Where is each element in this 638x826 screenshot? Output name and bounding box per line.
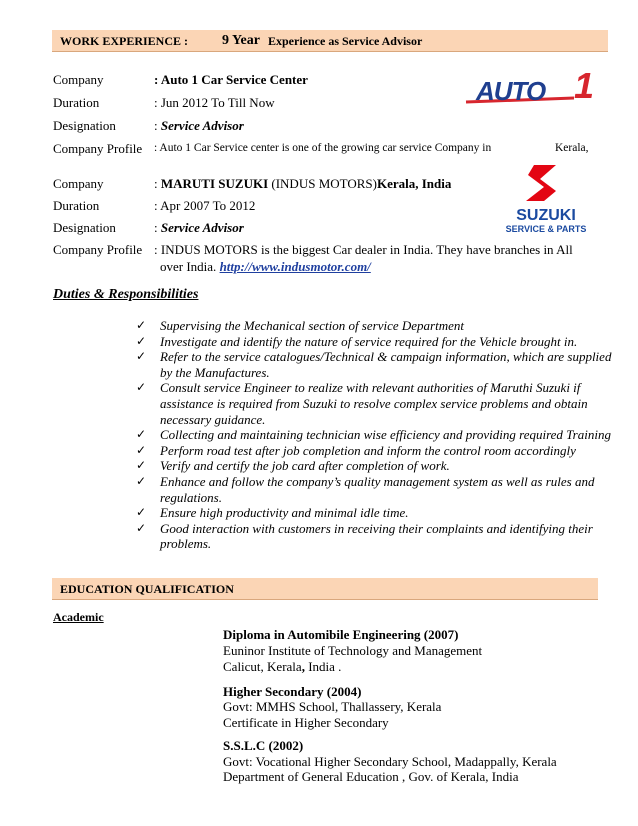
checkmark-icon: ✓ — [136, 333, 147, 348]
checkmark-icon: ✓ — [136, 380, 147, 395]
duty-item — [130, 318, 620, 334]
duty-item — [130, 349, 620, 380]
education-department: Department of General Education , Gov. of Kerala, India — [223, 769, 519, 784]
company-value-end: Kerala, India — [376, 176, 452, 191]
duration-label: Duration — [53, 198, 100, 213]
academic-label: Academic — [53, 610, 104, 624]
education-certificate: Certificate in Higher Secondary — [223, 715, 389, 730]
duty-item — [130, 443, 620, 459]
profile-label: Company Profile — [53, 242, 143, 257]
education-label: EDUCATION QUALIFICATION — [60, 582, 234, 596]
education-location — [223, 658, 341, 675]
company-label: Company — [53, 72, 104, 87]
duty-text: Collecting and maintaining technician wise efficiency and providing required Training — [160, 427, 611, 443]
company-label: Company — [53, 176, 104, 191]
experience-years: 9 Year — [222, 33, 260, 48]
designation-value: Service Advisor — [160, 118, 244, 133]
duties-list — [130, 318, 620, 552]
duty-text: Verify and certify the job card after completion of work. — [160, 458, 450, 474]
duty-text: Enhance and follow the company’s quality management system as well as rules and regulations. — [160, 473, 595, 505]
checkmark-icon: ✓ — [136, 473, 147, 488]
designation-label: Designation — [53, 220, 116, 235]
duration-value: : Jun 2012 To Till Now — [154, 95, 275, 110]
profile-line-2: over India. — [160, 259, 217, 274]
duration-value: : Apr 2007 To 2012 — [154, 198, 256, 213]
checkmark-icon: ✓ — [136, 505, 147, 520]
checkmark-icon: ✓ — [136, 349, 147, 364]
duty-item — [130, 380, 620, 427]
duty-text: Consult service Engineer to realize with relevant authorities of Maruthi Suzuki if assistance is required from Suzuki to resolve complex service problems and obtain necessary guidance. — [160, 380, 588, 427]
designation-value: Service Advisor — [160, 220, 244, 235]
company-value: : Auto 1 Car Service Center — [154, 72, 308, 87]
profile-value: : Auto 1 Car Service center is one of the growing car service Company in — [154, 142, 492, 154]
company-value-bold: MARUTI SUZUKI — [160, 176, 269, 191]
checkmark-icon: ✓ — [136, 427, 147, 442]
company-colon: : — [154, 176, 158, 191]
checkmark-icon: ✓ — [136, 442, 147, 457]
duration-label: Duration — [53, 95, 100, 110]
designation-colon: : — [154, 220, 158, 235]
duty-text: Investigate and identify the nature of service required for the Vehicle brought in. — [160, 333, 578, 349]
duty-text: Good interaction with customers in receiving their complaints and identifying their problems. — [160, 520, 593, 552]
suzuki-logo-subtext: SERVICE & PARTS — [505, 224, 587, 234]
checkmark-icon: ✓ — [136, 318, 147, 332]
duty-text: Ensure high productivity and minimal idle time. — [160, 505, 409, 521]
work-experience-header — [52, 30, 608, 52]
duties-title: Duties & Responsibilities — [53, 287, 199, 302]
education-location-city: Calicut, Kerala — [223, 659, 302, 674]
experience-title: Experience as Service Advisor — [268, 34, 423, 48]
designation-label: Designation — [53, 118, 116, 133]
education-location-comma: , — [301, 659, 305, 674]
duty-text: Perform road test after job completion and inform the control room accordingly — [160, 442, 576, 458]
duty-item — [130, 334, 620, 350]
auto1-logo — [462, 68, 602, 110]
duty-item — [130, 427, 620, 443]
designation-colon: : — [154, 118, 158, 133]
checkmark-icon: ✓ — [136, 520, 147, 535]
indusmotor-link[interactable]: http://www.indusmotor.com/ — [219, 259, 371, 274]
duty-text: Supervising the Mechanical section of service Department — [160, 318, 464, 333]
duty-item — [130, 505, 620, 521]
suzuki-logo — [498, 163, 594, 235]
duty-text: Refer to the service catalogues/Technical & campaign information, which are supplied by the Manufactures. — [160, 349, 612, 380]
education-location-country: India . — [304, 659, 342, 674]
duty-item — [130, 521, 620, 552]
education-title: S.S.L.C (2002) — [223, 738, 304, 753]
education-institution: Euninor Institute of Technology and Management — [223, 643, 483, 658]
profile-label: Company Profile — [53, 141, 143, 156]
profile-line-1: : INDUS MOTORS is the biggest Car dealer in India. They have branches in All — [154, 242, 573, 257]
auto1-logo-text: AUTO — [476, 76, 546, 106]
checkmark-icon: ✓ — [136, 458, 147, 473]
suzuki-logo-text: SUZUKI — [516, 207, 576, 224]
duty-item — [130, 474, 620, 505]
education-title: Higher Secondary (2004) — [223, 684, 362, 699]
work-experience-label: WORK EXPERIENCE : — [60, 34, 189, 48]
education-institution: Govt: Vocational Higher Secondary School, Madappally, Kerala — [223, 754, 557, 769]
company-value-mid: (INDUS MOTORS) — [271, 176, 377, 191]
duty-item — [130, 458, 620, 474]
education-header — [52, 578, 598, 600]
profile-tail: Kerala, — [555, 142, 589, 154]
education-institution: Govt: MMHS School, Thallassery, Kerala — [223, 699, 442, 714]
auto1-logo-number: 1 — [574, 68, 595, 106]
education-title: Diploma in Automibile Engineering (2007) — [223, 627, 459, 642]
